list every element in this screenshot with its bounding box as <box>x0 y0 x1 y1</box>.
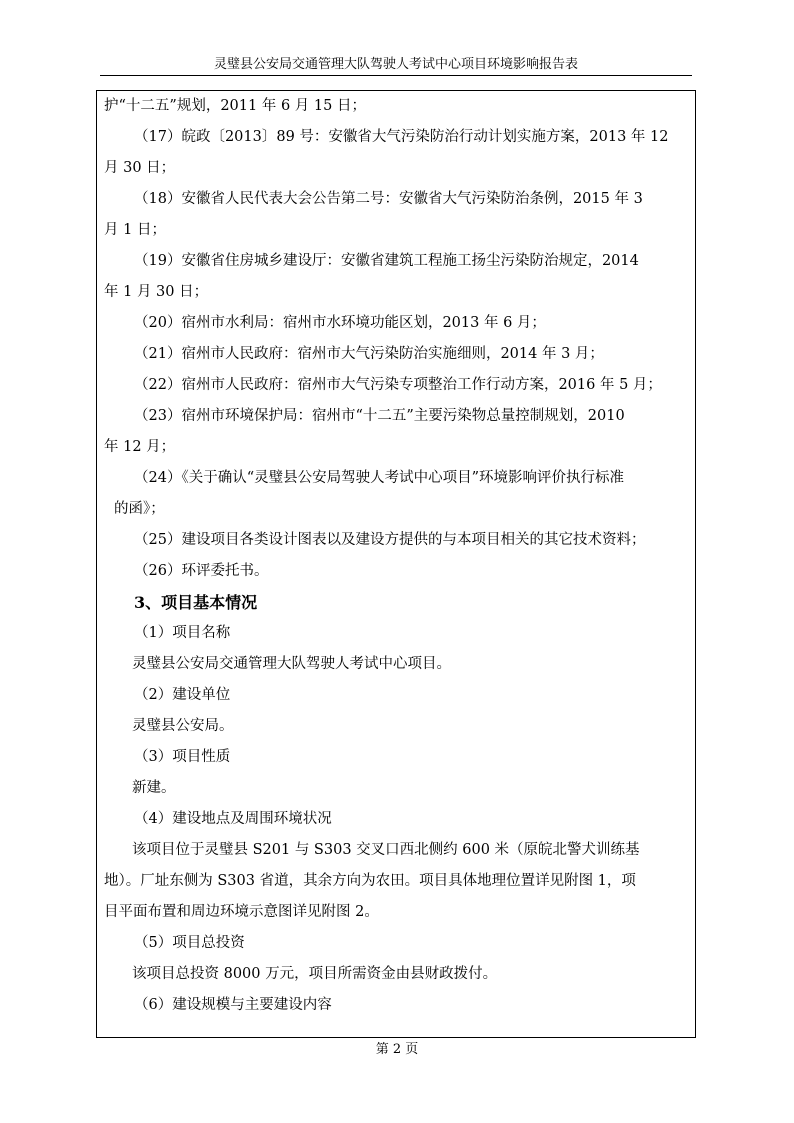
text-line: 月 1 日； <box>104 222 166 238</box>
text-line: 月 30 日； <box>104 160 176 176</box>
subsection-heading: （5）项目总投资 <box>134 935 245 951</box>
text-line: 护“十二五”规划，2011 年 6 月 15 日； <box>104 98 366 114</box>
text-line: 新建。 <box>132 780 176 796</box>
regulation-item: （20）宿州市水利局：宿州市水环境功能区划，2013 年 6 月； <box>134 315 546 331</box>
regulation-item: （19）安徽省住房城乡建设厅：安徽省建筑工程施工扬尘污染防治规定，2014 <box>134 253 639 269</box>
running-header: 灵璧县公安局交通管理大队驾驶人考试中心项目环境影响报告表 <box>213 57 578 72</box>
subsection-heading: （6）建设规模与主要建设内容 <box>134 997 332 1013</box>
regulation-item: （22）宿州市人民政府：宿州市大气污染专项整治工作行动方案，2016 年 5 月； <box>134 377 662 393</box>
regulation-item: （23）宿州市环境保护局：宿州市“十二五”主要污染物总量控制规划，2010 <box>134 408 625 424</box>
regulation-item: （26）环评委托书。 <box>134 563 269 579</box>
subsection-heading: （4）建设地点及周围环境状况 <box>134 811 332 827</box>
page-number: 第 2 页 <box>375 1042 419 1057</box>
text-line: 地）。厂址东侧为 S303 省道，其余方向为农田。项目具体地理位置详见附图 1，项 <box>104 873 636 889</box>
subsection-heading: （3）项目性质 <box>134 749 231 765</box>
subsection-heading: （2）建设单位 <box>134 687 231 703</box>
text-line: 的函》； <box>114 501 165 517</box>
document-body <box>104 91 688 1021</box>
regulation-item: （25）建设项目各类设计图表以及建设方提供的与本项目相关的其它技术资料； <box>134 532 646 548</box>
text-line: 该项目总投资 8000 万元，项目所需资金由县财政拨付。 <box>132 966 498 982</box>
text-line: 目平面布置和周边环境示意图详见附图 2。 <box>104 904 379 920</box>
text-line: 年 12 月； <box>104 439 176 455</box>
regulation-item: （24）《关于确认“灵璧县公安局驾驶人考试中心项目”环境影响评价执行标准 <box>134 470 625 486</box>
regulation-item: （17）皖政〔2013〕89 号：安徽省大气污染防治行动计划实施方案，2013 年 12 <box>134 129 669 145</box>
text-line: 年 1 月 30 日； <box>104 284 209 300</box>
regulation-item: （21）宿州市人民政府：宿州市大气污染防治实施细则，2014 年 3 月； <box>134 346 604 362</box>
text-line: 灵璧县公安局交通管理大队驾驶人考试中心项目。 <box>132 656 451 672</box>
text-line: 灵璧县公安局。 <box>132 718 234 734</box>
regulation-item: （18）安徽省人民代表大会公告第二号：安徽省大气污染防治条例，2015 年 3 <box>134 191 643 207</box>
header-rule <box>100 75 692 76</box>
subsection-heading: （1）项目名称 <box>134 625 231 641</box>
text-line: 该项目位于灵璧县 S201 与 S303 交叉口西北侧约 600 米（原皖北警犬训练基 <box>132 842 640 858</box>
section-heading: 3、项目基本情况 <box>134 593 258 612</box>
